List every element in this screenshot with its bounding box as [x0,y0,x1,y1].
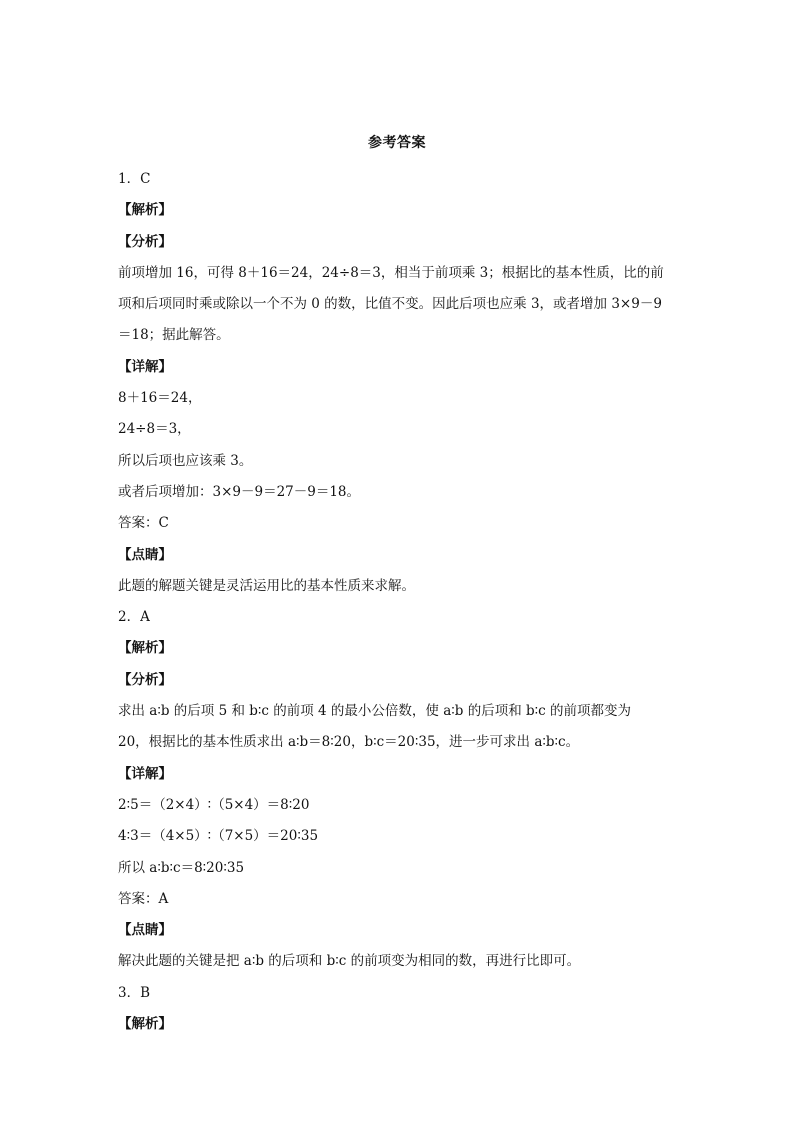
page-title: 参考答案 [368,135,426,151]
section-jiexi-heading: 【解析】 [118,202,172,219]
paragraph-line: 20，根据比的基本性质求出 a∶b＝8∶20，b∶c＝20∶35，进一步可求出 a∶b∶c。 [118,734,580,751]
paragraph-line: 项和后项同时乘或除以一个不为 0 的数，比值不变。因此后项也应乘 3，或者增加 3×9－9 [118,296,662,313]
answer-number-2: 2．A [118,609,150,626]
answer-line: 答案：A [118,890,169,907]
paragraph-line: 所以后项也应该乘 3。 [118,452,253,469]
section-dianjing-heading: 【点睛】 [118,922,172,939]
section-jiexi-heading: 【解析】 [118,640,172,657]
section-xiangjie-heading: 【详解】 [118,765,172,782]
answer-content [118,164,678,1040]
equation-line: 4∶3＝（4×5）∶（7×5）＝20∶35 [118,828,319,845]
section-fenxi-heading: 【分析】 [118,671,172,688]
answer-number-1: 1．C [118,171,151,187]
paragraph-line: 解决此题的关键是把 a∶b 的后项和 b∶c 的前项变为相同的数，再进行比即可。 [118,953,581,970]
paragraph-line: 所以 a∶b∶c＝8∶20∶35 [118,859,245,876]
section-dianjing-heading: 【点睛】 [118,546,172,563]
answer-line: 答案：C [118,515,169,532]
equation-line: 8＋16＝24， [118,390,202,407]
paragraph-line: ＝18；据此解答。 [118,327,230,344]
paragraph-line: 求出 a∶b 的后项 5 和 b∶c 的前项 4 的最小公倍数，使 a∶b 的后项和 b∶c 的前项都变为 [118,703,632,720]
paragraph-line: 此题的解题关键是灵活运用比的基本性质来求解。 [118,577,415,594]
section-jiexi-heading: 【解析】 [118,1016,172,1033]
equation-line: 24÷8＝3， [118,421,191,438]
paragraph-line: 或者后项增加：3×9－9＝27－9＝18。 [118,483,361,500]
answer-number-3: 3．B [118,984,151,1001]
section-fenxi-heading: 【分析】 [118,233,172,250]
equation-line: 2∶5＝（2×4）∶（5×4）＝8∶20 [118,796,310,813]
paragraph-line: 前项增加 16，可得 8＋16＝24，24÷8＝3，相当于前项乘 3；根据比的基本性质，比的前 [118,264,664,281]
section-xiangjie-heading: 【详解】 [118,358,172,375]
